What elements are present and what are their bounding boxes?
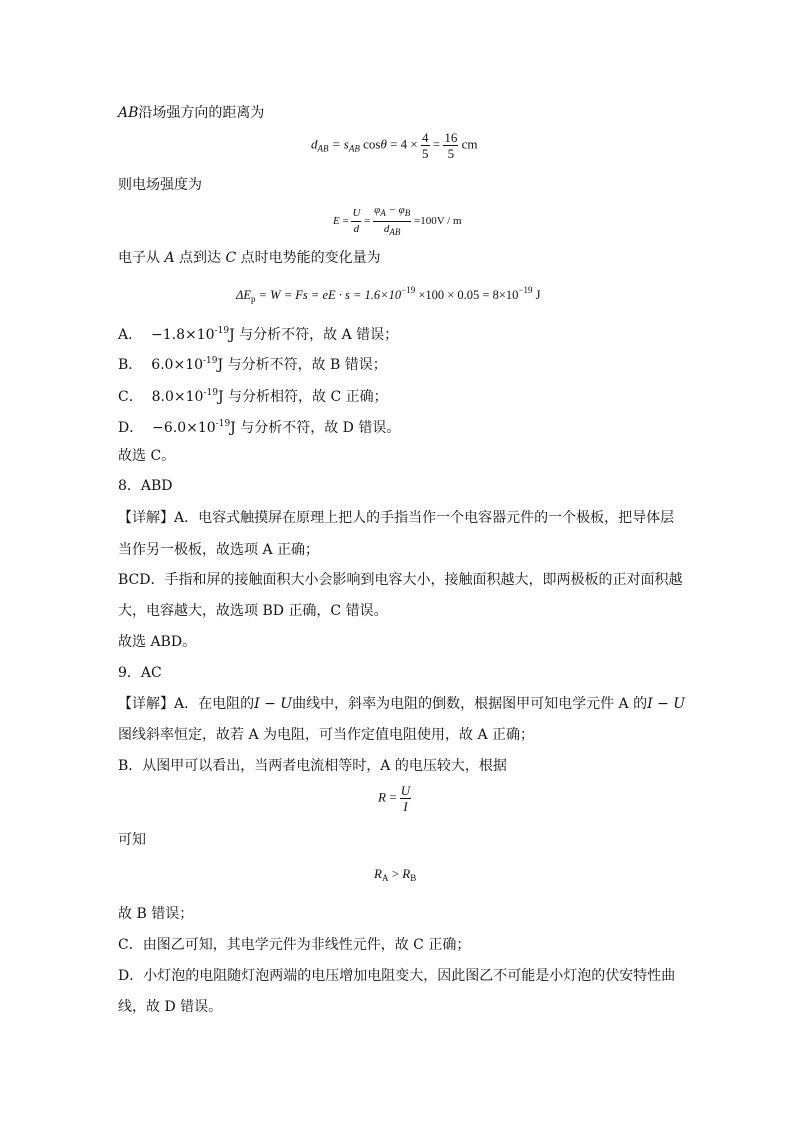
option-letter: A． bbox=[118, 327, 152, 343]
math-op: − φ bbox=[385, 204, 405, 216]
option-text: J 与分析不符，故 D 错误。 bbox=[230, 420, 401, 436]
text: 沿场强方向的距离为 bbox=[138, 105, 265, 121]
math-sub: A bbox=[380, 208, 386, 218]
text: 曲线中，斜率为电阻的倒数，根据图甲可知电学元件 A 的 bbox=[292, 696, 648, 712]
text-line: D．小灯泡的电阻随灯泡两端的电压增加电阻变大，因此图乙不可能是小灯泡的伏安特性曲 bbox=[118, 968, 676, 984]
math-exp: -19 bbox=[215, 419, 231, 429]
option-letter: C． bbox=[118, 389, 152, 405]
math-exp: −19 bbox=[401, 285, 416, 295]
option-value: −6.0×10 bbox=[152, 420, 216, 436]
math-op: = s bbox=[328, 136, 349, 152]
math-var: E bbox=[333, 215, 340, 228]
math-var: AB bbox=[118, 105, 139, 121]
text: 点到达 bbox=[179, 250, 222, 266]
option-c bbox=[118, 383, 388, 407]
denominator: 5 bbox=[447, 146, 455, 161]
math-sub: AB bbox=[389, 227, 401, 237]
option-text: J 与分析不符，故 B 错误； bbox=[217, 357, 387, 373]
math-expr: = W = Fs = eE · s = 1.6×10 bbox=[255, 288, 402, 302]
text-line bbox=[118, 103, 264, 123]
math-op: = bbox=[361, 215, 371, 228]
math-sub: AB bbox=[348, 143, 360, 154]
fraction bbox=[351, 206, 361, 237]
text-line bbox=[118, 694, 685, 714]
math-op: cos bbox=[359, 136, 381, 152]
math-exp: -19 bbox=[203, 388, 218, 398]
formula-field-strength bbox=[333, 203, 462, 240]
numerator: 16 bbox=[444, 130, 458, 145]
math-var: d bbox=[311, 136, 318, 152]
math-var: R bbox=[378, 789, 386, 805]
math-var: A bbox=[164, 250, 175, 266]
option-value: 6.0×10 bbox=[151, 357, 204, 373]
math-exp: −19 bbox=[518, 285, 533, 295]
text-line: 图线斜率恒定，故若 A 为电阻，可当作定值电阻使用，故 A 正确； bbox=[118, 727, 535, 743]
option-a bbox=[118, 321, 398, 345]
option-text: J 与分析不符，故 A 错误； bbox=[229, 327, 399, 343]
answer-line: 故选 C。 bbox=[118, 448, 176, 464]
option-d bbox=[118, 414, 400, 438]
math-var: d bbox=[383, 223, 390, 235]
option-value: −1.8×10 bbox=[151, 327, 215, 343]
denominator: 5 bbox=[422, 146, 429, 161]
question-number: 9．AC bbox=[118, 665, 162, 681]
math-var: C bbox=[225, 250, 237, 266]
math-op: = bbox=[339, 215, 349, 228]
text-line: 【详解】A．电容式触摸屏在原理上把人的手指当作一个电容器元件的一个极板，把导体层 bbox=[118, 510, 675, 526]
text: 电子从 bbox=[118, 250, 160, 266]
math-exp: -19 bbox=[214, 326, 230, 336]
fraction bbox=[443, 130, 458, 161]
math-unit: cm bbox=[458, 136, 478, 152]
math-unit: J bbox=[532, 288, 541, 302]
formula-distance bbox=[311, 130, 477, 161]
denominator bbox=[373, 222, 411, 240]
math-var: I − U bbox=[254, 696, 293, 712]
formula-potential-energy bbox=[236, 285, 540, 304]
text-line: 则电场强度为 bbox=[118, 177, 202, 193]
math-exp: -19 bbox=[203, 356, 218, 366]
math-sub: B bbox=[404, 208, 411, 218]
text-line bbox=[118, 248, 381, 268]
math-expr: ×100 × 0.05 = 8×10 bbox=[415, 288, 519, 302]
math-op: = 4 × bbox=[386, 136, 418, 152]
numerator bbox=[373, 203, 411, 222]
formula-resistance bbox=[378, 783, 411, 814]
numerator: U bbox=[351, 206, 361, 222]
numerator: U bbox=[400, 783, 411, 798]
option-text: J 与分析相符，故 C 正确； bbox=[217, 389, 388, 405]
math-result: =100V / m bbox=[411, 215, 462, 228]
math-sub: A bbox=[381, 873, 389, 883]
answer-line: 故选 ABD。 bbox=[118, 634, 197, 650]
fraction bbox=[373, 203, 411, 240]
math-op: = bbox=[429, 136, 441, 152]
text-line: B．从图甲可以看出，当两者电流相等时，A 的电压较大，根据 bbox=[118, 758, 507, 774]
denominator: I bbox=[403, 799, 408, 814]
text-line: 故 B 错误； bbox=[118, 906, 194, 922]
option-letter: D． bbox=[118, 420, 153, 436]
fraction bbox=[400, 783, 411, 814]
text-line: 可知 bbox=[118, 832, 146, 848]
numerator: 4 bbox=[422, 130, 429, 145]
formula-comparison bbox=[374, 866, 416, 883]
math-sub: B bbox=[410, 873, 417, 883]
text: 点时电势能的变化量为 bbox=[240, 250, 381, 266]
math-sub: p bbox=[250, 294, 256, 304]
option-value: 8.0×10 bbox=[151, 389, 204, 405]
text-line: 线，故 D 错误。 bbox=[118, 999, 223, 1015]
fraction bbox=[421, 130, 430, 161]
math-var: R bbox=[374, 866, 382, 881]
question-number: 8．ABD bbox=[118, 478, 173, 494]
text-line: 大，电容越大，故选项 BD 正确，C 错误。 bbox=[118, 603, 388, 619]
math-var: I − U bbox=[647, 696, 686, 712]
option-letter: B． bbox=[118, 357, 152, 373]
text: 【详解】A．在电阻的 bbox=[118, 696, 255, 712]
denominator: d bbox=[353, 223, 360, 235]
math-op: = bbox=[385, 789, 397, 805]
text-line: 当作另一极板，故选项 A 正确； bbox=[118, 542, 320, 558]
text-line: C．由图乙可知，其电学元件为非线性元件，故 C 正确； bbox=[118, 937, 471, 953]
math-sub: AB bbox=[317, 143, 329, 154]
math-var: ΔE bbox=[236, 288, 251, 302]
option-b bbox=[118, 351, 387, 375]
text-line: BCD．手指和屏的接触面积大小会影响到电容大小，接触面积越大，即两极板的正对面积越 bbox=[118, 572, 683, 588]
math-var: R bbox=[402, 866, 411, 881]
math-var: θ bbox=[380, 136, 387, 152]
math-var: φ bbox=[374, 204, 381, 216]
math-op: > bbox=[388, 866, 403, 881]
